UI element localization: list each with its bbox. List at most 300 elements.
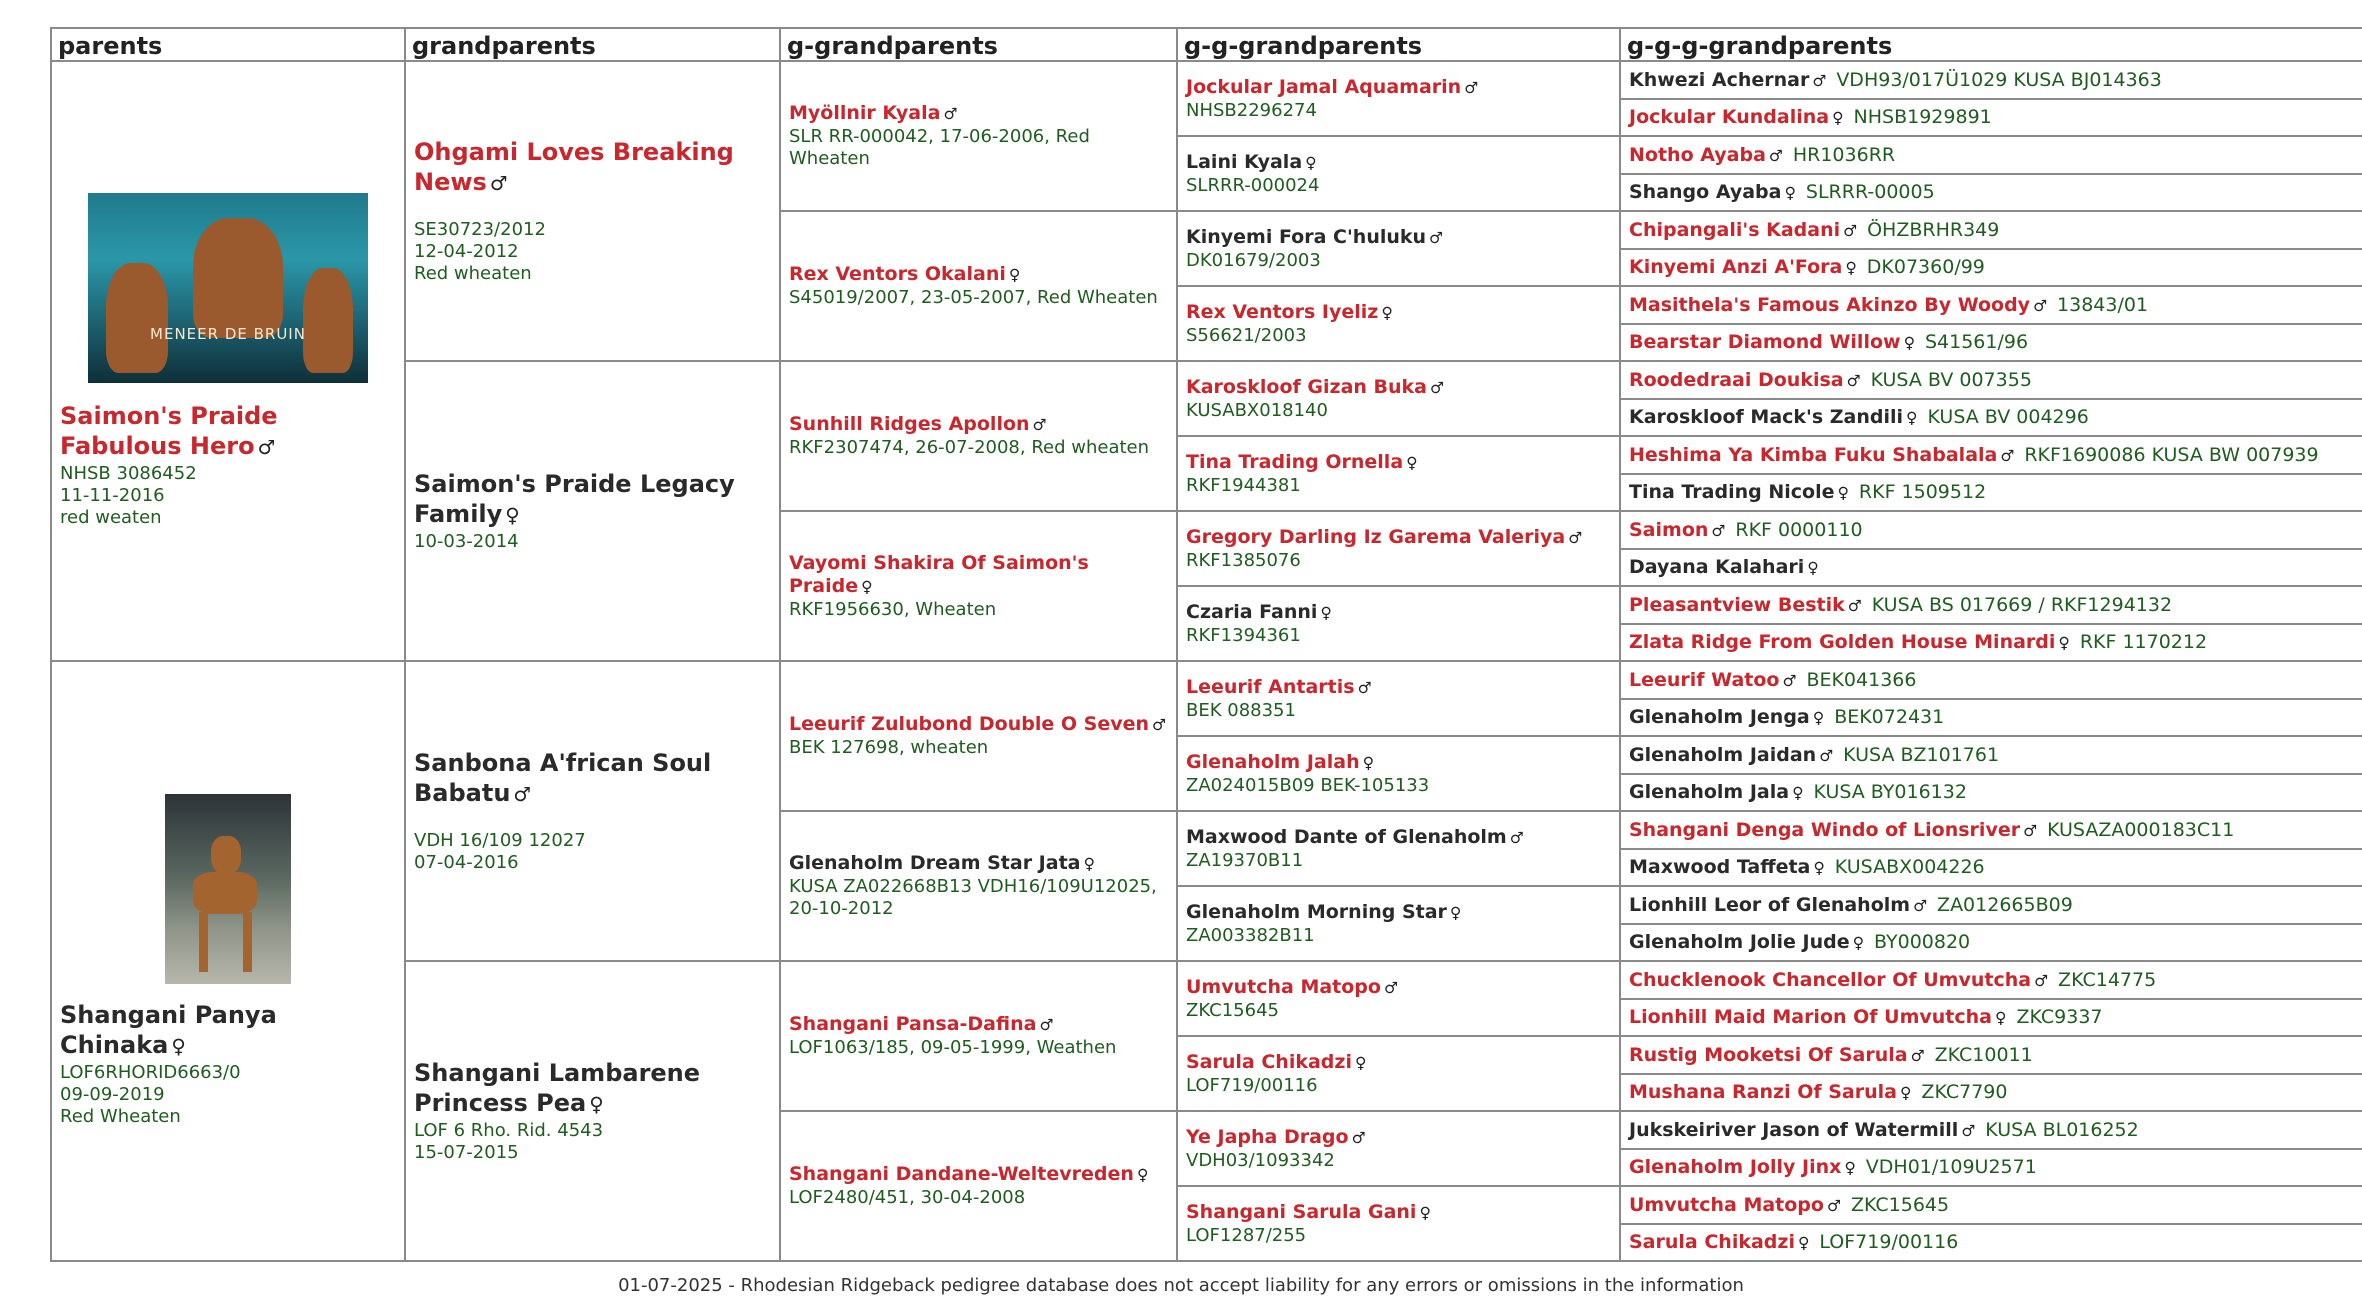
g-g-grandparent-name [1186, 601, 1611, 625]
g-g-grandparent-name [1186, 226, 1611, 250]
g-g-grandparent-cell [1177, 1186, 1620, 1261]
grandparent-info: VDH 16/109 12027 [414, 830, 586, 851]
g-grandparent-cell [780, 511, 1177, 661]
grandparent-name [414, 469, 771, 531]
g-g-grandparent-name[interactable] [1186, 751, 1611, 775]
g-g-grandparent-name[interactable] [1186, 1201, 1611, 1225]
g-g-grandparent-name-text[interactable]: Gregory Darling Iz Garema Valeriya [1186, 525, 1566, 548]
g-g-grandparent-cell [1177, 1111, 1620, 1186]
sex-icon: ♀ [1797, 1234, 1810, 1253]
header-row [51, 28, 2362, 61]
g-g-grandparent-name-text: Kinyemi Fora C'huluku [1186, 225, 1427, 248]
g-g-grandparent-name[interactable] [1186, 451, 1611, 475]
pedigree-row [51, 661, 2362, 699]
sex-icon: ♂ [1819, 746, 1834, 765]
g-g-g-grandparent-name [1629, 931, 1864, 953]
g-g-g-grandparent-cell [1620, 136, 2362, 174]
g-grandparent-name-text[interactable]: Shangani Pansa-Dafina [789, 1013, 1037, 1035]
g-g-g-grandparent-info: KUSA BS 017669 / RKF1294132 [1871, 593, 2173, 616]
g-grandparent-info: BEK 127698, wheaten [789, 737, 989, 758]
sex-icon: ♂ [257, 436, 276, 459]
g-g-g-grandparent-name-text[interactable]: Jockular Kundalina [1629, 106, 1830, 129]
g-g-grandparent-name-text[interactable]: Leeurif Antartis [1186, 675, 1355, 698]
g-g-grandparent-name[interactable] [1186, 976, 1611, 1000]
g-g-grandparent-cell [1177, 136, 1620, 211]
g-g-grandparent-name-text: Glenaholm Morning Star [1186, 900, 1447, 923]
g-g-g-grandparent-name-text[interactable]: Bearstar Diamond Willow [1629, 331, 1901, 354]
sex-icon: ♂ [1782, 671, 1797, 690]
sex-icon: ♂ [1843, 221, 1858, 240]
g-g-g-grandparent-name[interactable] [1629, 969, 2048, 991]
dam-color: Red Wheaten [60, 1106, 181, 1127]
g-g-g-grandparent-cell [1620, 436, 2362, 474]
sex-icon: ♀ [1419, 1203, 1431, 1222]
g-g-g-grandparent-info: S41561/96 [1924, 331, 2029, 354]
g-g-g-grandparent-name [1629, 856, 1825, 878]
g-g-g-grandparent-cell [1620, 99, 2362, 137]
g-g-g-grandparent-cell [1620, 736, 2362, 774]
g-grandparent-name-text[interactable]: Shangani Dandane-Weltevreden [789, 1163, 1134, 1185]
g-g-g-grandparent-cell [1620, 811, 2362, 849]
sire-photo-wrap [60, 193, 396, 401]
g-g-grandparent-info: RKF1385076 [1186, 549, 1301, 571]
dam-cell [51, 661, 405, 1261]
sex-icon: ♀ [1852, 934, 1864, 953]
g-g-g-grandparent-name[interactable] [1629, 144, 1783, 166]
g-g-g-grandparent-name [1629, 556, 1819, 578]
g-g-g-grandparent-name-text[interactable]: Rustig Mooketsi Of Sarula [1629, 1043, 1908, 1066]
sex-icon: ♂ [1961, 1121, 1976, 1140]
g-grandparent-info: KUSA ZA022668B13 VDH16/109U12025, 20-10-2012 [789, 876, 1157, 919]
g-grandparent-info: SLR RR-000042, 17-06-2006, Red Wheaten [789, 126, 1090, 169]
photo-caption: MENEER DE BRUIN [150, 325, 306, 343]
sex-icon: ♀ [1449, 903, 1462, 922]
g-g-g-grandparent-name [1629, 1119, 1975, 1141]
g-g-grandparent-name-text: Laini Kyala [1186, 150, 1303, 173]
sex-icon: ♀ [1008, 266, 1021, 284]
sex-icon: ♀ [1381, 303, 1393, 322]
g-g-grandparent-info: SLRRR-000024 [1186, 174, 1320, 196]
grandparent-info: 07-04-2016 [414, 852, 519, 873]
header-g-grandparents: g-grandparents [780, 28, 1177, 61]
g-g-grandparent-name-text: Czaria Fanni [1186, 600, 1318, 623]
g-g-g-grandparent-info: BY000820 [1874, 931, 1971, 954]
sex-icon: ♂ [1846, 371, 1861, 390]
g-g-g-grandparent-name-text: Glenaholm Jaidan [1629, 743, 1817, 766]
g-grandparent-cell [780, 61, 1177, 211]
sex-icon: ♀ [1083, 855, 1095, 873]
g-g-grandparent-name[interactable] [1186, 1126, 1611, 1150]
g-g-g-grandparent-info: NHSB1929891 [1853, 106, 1992, 129]
g-g-g-grandparent-info: ÖHZBRHR349 [1867, 218, 2000, 241]
g-g-g-grandparent-info: 13843/01 [2057, 293, 2149, 316]
g-g-g-grandparent-cell [1620, 886, 2362, 924]
g-g-grandparent-info: ZA003382B11 [1186, 924, 1315, 946]
g-g-g-grandparent-cell [1620, 961, 2362, 999]
sex-icon: ♂ [513, 783, 532, 806]
grandparent-name-text: Shangani Lambarene Princess Pea [414, 1059, 701, 1117]
g-grandparent-cell [780, 961, 1177, 1111]
sex-icon: ♀ [1362, 753, 1375, 772]
g-g-g-grandparent-name [1629, 481, 1849, 503]
g-g-g-grandparent-name-text: Glenaholm Jenga [1629, 706, 1810, 729]
sire-name-text[interactable]: Saimon's Praide Fabulous Hero [60, 402, 278, 460]
sex-icon: ♀ [1995, 1009, 2007, 1028]
g-grandparent-name[interactable] [789, 413, 1168, 437]
sex-icon: ♂ [1383, 978, 1398, 997]
header-g-g-grandparents: g-g-grandparents [1177, 28, 1620, 61]
dam-reg: LOF6RHORID6663/0 [60, 1062, 241, 1083]
header-parents: parents [51, 28, 405, 61]
dam-name [60, 1000, 396, 1062]
g-g-g-grandparent-name[interactable] [1629, 444, 2014, 466]
sex-icon: ♂ [1357, 678, 1372, 697]
g-g-g-grandparent-name-text[interactable]: Sarula Chikadzi [1629, 1231, 1795, 1254]
dog-figure [199, 912, 208, 972]
g-g-g-grandparent-name[interactable] [1629, 819, 2037, 841]
g-g-g-grandparent-cell [1620, 624, 2362, 662]
g-g-grandparent-info: ZKC15645 [1186, 999, 1279, 1021]
g-g-grandparent-name [1186, 826, 1611, 850]
g-g-g-grandparent-name[interactable] [1629, 1194, 1841, 1216]
g-g-g-grandparent-name-text: Glenaholm Jolie Jude [1629, 931, 1850, 954]
g-g-g-grandparent-cell [1620, 174, 2362, 212]
sex-icon: ♂ [1768, 146, 1783, 165]
g-g-g-grandparent-name-text: Tina Trading Nicole [1629, 481, 1835, 504]
dam-photo[interactable] [165, 794, 291, 984]
g-g-g-grandparent-name-text: Maxwood Taffeta [1629, 856, 1811, 879]
g-g-g-grandparent-name[interactable] [1629, 1006, 2006, 1028]
dam-name-text: Shangani Panya Chinaka [60, 1001, 277, 1059]
g-g-grandparent-name-text[interactable]: Sarula Chikadzi [1186, 1050, 1352, 1073]
g-grandparent-info: LOF1063/185, 09-05-1999, Weathen [789, 1037, 1117, 1058]
g-g-grandparent-name[interactable] [1186, 1051, 1611, 1075]
g-grandparent-name-text[interactable]: Leeurif Zulubond Double O Seven [789, 713, 1150, 735]
grandparent-name-text: Sanbona A'frican Soul Babatu [414, 749, 712, 807]
sex-icon: ♂ [489, 172, 508, 195]
grandparent-cell [405, 361, 780, 661]
g-g-g-grandparent-info: LOF719/00116 [1819, 1231, 1959, 1254]
grandparent-info: SE30723/2012 [414, 219, 546, 240]
g-g-g-grandparent-name-text[interactable]: Saimon [1629, 518, 1709, 541]
g-g-g-grandparent-cell [1620, 511, 2362, 549]
dam-dob: 09-09-2019 [60, 1084, 165, 1105]
spacer [414, 810, 771, 830]
g-g-g-grandparent-cell [1620, 61, 2362, 99]
g-g-g-grandparent-name-text[interactable]: Chucklenook Chancellor Of Umvutcha [1629, 968, 2032, 991]
g-g-grandparent-cell [1177, 286, 1620, 361]
g-g-grandparent-name-text[interactable]: Umvutcha Matopo [1186, 975, 1381, 998]
g-g-g-grandparent-cell [1620, 474, 2362, 512]
g-g-g-grandparent-name-text: Jukskeiriver Jason of Watermill [1629, 1118, 1959, 1141]
g-g-grandparent-name [1186, 901, 1611, 925]
g-g-g-grandparent-info: VDH01/109U2571 [1865, 1156, 2037, 1179]
g-g-g-grandparent-cell [1620, 999, 2362, 1037]
grandparent-info: 12-04-2012 [414, 241, 519, 262]
g-g-grandparent-cell [1177, 586, 1620, 661]
g-g-g-grandparent-cell [1620, 1224, 2362, 1262]
g-g-g-grandparent-cell [1620, 1111, 2362, 1149]
sire-photo[interactable] [88, 193, 368, 383]
g-g-g-grandparent-name-text: Lionhill Leor of Glenaholm [1629, 893, 1911, 916]
sex-icon: ♂ [1910, 1046, 1925, 1065]
g-g-g-grandparent-name-text[interactable]: Shangani Denga Windo of Lionsriver [1629, 818, 2021, 841]
g-g-g-grandparent-cell [1620, 849, 2362, 887]
g-g-g-grandparent-name[interactable] [1629, 256, 1857, 278]
g-g-g-grandparent-info: KUSABX004226 [1834, 856, 1985, 879]
dam-photo-wrap [60, 794, 396, 1000]
g-g-g-grandparent-info: RKF1690086 KUSA BW 007939 [2024, 443, 2319, 466]
g-g-g-grandparent-cell [1620, 286, 2362, 324]
g-grandparent-name[interactable] [789, 102, 1168, 126]
grandparent-name-text: Saimon's Praide Legacy Family [414, 470, 735, 528]
header-g-g-g-grandparents: g-g-g-grandparents [1620, 28, 2362, 61]
g-g-grandparent-info: LOF1287/255 [1186, 1224, 1307, 1246]
g-g-g-grandparent-name[interactable] [1629, 219, 1857, 241]
g-g-g-grandparent-name [1629, 181, 1796, 203]
g-g-grandparent-name[interactable] [1186, 76, 1611, 100]
g-grandparent-name-text[interactable]: Myöllnir Kyala [789, 102, 941, 124]
g-g-g-grandparent-name[interactable] [1629, 294, 2047, 316]
g-g-g-grandparent-info: KUSA BV 004296 [1927, 406, 2089, 429]
g-g-g-grandparent-info: ZKC14775 [2058, 968, 2157, 991]
sex-icon: ♀ [861, 577, 873, 596]
g-g-g-grandparent-cell [1620, 586, 2362, 624]
g-g-g-grandparent-name-text[interactable]: Lionhill Maid Marion Of Umvutcha [1629, 1006, 1993, 1029]
g-g-g-grandparent-name-text[interactable]: Heshima Ya Kimba Fuku Shabalala [1629, 443, 1998, 466]
g-g-g-grandparent-name-text: Dayana Kalahari [1629, 556, 1805, 579]
g-g-g-grandparent-name [1629, 406, 1917, 428]
dog-figure [211, 836, 241, 874]
g-g-g-grandparent-name[interactable] [1629, 1081, 1911, 1103]
g-g-grandparent-info: RKF1944381 [1186, 474, 1301, 496]
g-grandparent-name-text[interactable]: Sunhill Ridges Apollon [789, 413, 1030, 435]
header-grandparents: grandparents [405, 28, 780, 61]
sex-icon: ♀ [1845, 259, 1857, 278]
dog-figure [303, 268, 353, 373]
sex-icon: ♀ [1813, 859, 1825, 878]
sex-icon: ♀ [589, 1093, 604, 1116]
g-g-g-grandparent-cell [1620, 1186, 2362, 1224]
g-g-grandparent-name-text[interactable]: Jockular Jamal Aquamarin [1186, 75, 1462, 98]
g-g-grandparent-info: VDH03/1093342 [1186, 1149, 1335, 1171]
grandparent-info: 10-03-2014 [414, 531, 519, 552]
g-g-grandparent-info: DK01679/2003 [1186, 249, 1321, 271]
g-g-g-grandparent-info: SLRRR-00005 [1805, 181, 1935, 204]
g-g-g-grandparent-info: ZKC7790 [1921, 1081, 2008, 1104]
g-g-grandparent-cell [1177, 211, 1620, 286]
sex-icon: ♀ [1900, 1084, 1912, 1103]
g-g-g-grandparent-info: BEK072431 [1834, 706, 1945, 729]
g-g-grandparent-name-text[interactable]: Glenaholm Jalah [1186, 750, 1360, 773]
g-g-g-grandparent-name-text[interactable]: Chipangali's Kadani [1629, 218, 1841, 241]
g-g-g-grandparent-name[interactable] [1629, 1044, 1925, 1066]
g-g-grandparent-name[interactable] [1186, 526, 1611, 550]
g-g-g-grandparent-cell [1620, 361, 2362, 399]
g-g-g-grandparent-name-text[interactable]: Leeurif Watoo [1629, 668, 1780, 691]
g-g-grandparent-name[interactable] [1186, 676, 1611, 700]
g-g-grandparent-info: ZA024015B09 BEK-105133 [1186, 774, 1430, 796]
g-g-grandparent-cell [1177, 886, 1620, 961]
dog-figure [243, 912, 252, 972]
g-g-g-grandparent-info: ZKC9337 [2016, 1006, 2103, 1029]
sex-icon: ♀ [1837, 484, 1849, 503]
g-g-g-grandparent-name[interactable] [1629, 369, 1861, 391]
g-g-g-grandparent-name[interactable] [1629, 1156, 1856, 1178]
sex-icon: ♂ [1812, 71, 1827, 90]
g-grandparent-name-text[interactable]: Vayomi Shakira Of Saimon's Praide [789, 551, 1089, 597]
g-g-g-grandparent-name[interactable] [1629, 519, 1725, 541]
sex-icon: ♂ [1430, 378, 1444, 397]
g-g-grandparent-name-text[interactable]: Shangani Sarula Gani [1186, 1200, 1417, 1223]
sex-icon: ♂ [2023, 821, 2038, 840]
sex-icon: ♂ [1847, 596, 1862, 615]
g-grandparent-cell [780, 361, 1177, 511]
g-g-grandparent-cell [1177, 961, 1620, 1036]
g-g-grandparent-name[interactable] [1186, 301, 1611, 325]
g-g-g-grandparent-name-text[interactable]: Umvutcha Matopo [1629, 1193, 1824, 1216]
g-g-grandparent-cell [1177, 61, 1620, 136]
dog-figure [106, 263, 168, 373]
g-g-g-grandparent-cell [1620, 1149, 2362, 1187]
g-grandparent-cell [780, 811, 1177, 961]
g-g-grandparent-info: BEK 088351 [1186, 699, 1296, 721]
g-g-g-grandparent-cell [1620, 699, 2362, 737]
g-g-g-grandparent-info: KUSA BV 007355 [1870, 368, 2032, 391]
g-g-g-grandparent-name [1629, 69, 1826, 91]
sex-icon: ♀ [1903, 334, 1915, 353]
g-g-g-grandparent-name-text[interactable]: Pleasantview Bestik [1629, 593, 1845, 616]
sex-icon: ♂ [1032, 416, 1047, 434]
g-g-g-grandparent-name-text[interactable]: Masithela's Famous Akinzo By Woody [1629, 293, 2031, 316]
g-g-g-grandparent-cell [1620, 549, 2362, 587]
g-g-g-grandparent-name-text[interactable]: Glenaholm Jolly Jinx [1629, 1156, 1842, 1179]
g-g-grandparent-cell [1177, 436, 1620, 511]
g-g-g-grandparent-info: KUSAZA000183C11 [2047, 818, 2235, 841]
sex-icon: ♂ [1568, 528, 1583, 547]
g-g-g-grandparent-name[interactable] [1629, 669, 1796, 691]
sex-icon: ♀ [2058, 634, 2070, 653]
sire-name[interactable] [60, 401, 396, 463]
grandparent-cell [405, 61, 780, 361]
g-grandparent-name[interactable] [789, 263, 1168, 287]
g-g-grandparent-info: ZA19370B11 [1186, 849, 1304, 871]
g-g-g-grandparent-info: VDH93/017Ü1029 KUSA BJ014363 [1836, 68, 2162, 91]
sex-icon: ♂ [1429, 228, 1444, 247]
g-g-g-grandparent-name-text[interactable]: Roodedraai Doukisa [1629, 368, 1844, 391]
g-g-grandparent-info: RKF1394361 [1186, 624, 1301, 646]
g-g-g-grandparent-cell [1620, 324, 2362, 362]
g-grandparent-name-text[interactable]: Rex Ventors Okalani [789, 263, 1006, 285]
sex-icon: ♀ [1807, 559, 1819, 578]
g-g-grandparent-cell [1177, 811, 1620, 886]
g-g-g-grandparent-name-text[interactable]: Kinyemi Anzi A'Fora [1629, 256, 1843, 279]
sex-icon: ♀ [1784, 184, 1796, 203]
g-grandparent-info: RKF2307474, 26-07-2008, Red wheaten [789, 437, 1150, 458]
g-g-g-grandparent-name[interactable] [1629, 331, 1915, 353]
g-g-grandparent-cell [1177, 361, 1620, 436]
g-g-g-grandparent-name[interactable] [1629, 106, 1844, 128]
g-g-g-grandparent-name-text[interactable]: Mushana Ranzi Of Sarula [1629, 1081, 1897, 1104]
g-g-g-grandparent-name-text[interactable]: Notho Ayaba [1629, 143, 1766, 166]
g-g-g-grandparent-cell [1620, 211, 2362, 249]
pedigree-table [50, 27, 2362, 1262]
g-g-g-grandparent-name [1629, 744, 1833, 766]
g-g-g-grandparent-info: KUSA BL016252 [1985, 1118, 2139, 1141]
g-g-g-grandparent-info: RKF 0000110 [1735, 518, 1863, 541]
g-grandparent-name[interactable] [789, 1163, 1168, 1187]
sex-icon: ♀ [1832, 109, 1844, 128]
sex-icon: ♂ [943, 105, 958, 123]
g-g-grandparent-info: LOF719/00116 [1186, 1074, 1318, 1096]
g-g-g-grandparent-info: KUSA BZ101761 [1843, 743, 2000, 766]
g-g-g-grandparent-name[interactable] [1629, 594, 1862, 616]
g-g-g-grandparent-cell [1620, 774, 2362, 812]
pedigree-row [51, 61, 2362, 99]
g-g-grandparent-name[interactable] [1186, 376, 1611, 400]
sex-icon: ♀ [1406, 453, 1418, 472]
grandparent-cell [405, 661, 780, 961]
sex-icon: ♂ [1464, 78, 1479, 97]
g-g-g-grandparent-info: ZKC15645 [1850, 1193, 1950, 1216]
spacer [414, 199, 771, 219]
sex-icon: ♀ [505, 504, 520, 527]
sex-icon: ♂ [2033, 296, 2048, 315]
g-g-g-grandparent-info: BEK041366 [1806, 668, 1917, 691]
g-g-g-grandparent-name[interactable] [1629, 1231, 1809, 1253]
sex-icon: ♀ [1792, 784, 1804, 803]
g-g-grandparent-info: KUSABX018140 [1186, 399, 1328, 421]
g-grandparent-name[interactable] [789, 1013, 1168, 1037]
g-g-g-grandparent-name-text[interactable]: Zlata Ridge From Golden House Minardi [1629, 631, 2056, 654]
g-g-grandparent-info: S56621/2003 [1186, 324, 1307, 346]
g-grandparent-cell [780, 661, 1177, 811]
g-g-grandparent-name-text[interactable]: Karoskloof Gizan Buka [1186, 375, 1428, 398]
sex-icon: ♀ [1844, 1159, 1856, 1178]
g-g-g-grandparent-name[interactable] [1629, 631, 2070, 653]
g-grandparent-name[interactable] [789, 552, 1168, 599]
sex-icon: ♂ [1039, 1016, 1054, 1034]
grandparent-info: Red wheaten [414, 263, 532, 284]
g-g-g-grandparent-cell [1620, 661, 2362, 699]
sex-icon: ♂ [2000, 446, 2015, 465]
g-g-grandparent-name-text[interactable]: Ye Japha Drago [1186, 1125, 1349, 1148]
sex-icon: ♂ [1509, 828, 1524, 847]
sex-icon: ♀ [171, 1035, 186, 1058]
grandparent-name-text[interactable]: Ohgami Loves Breaking News [414, 138, 734, 196]
grandparent-cell [405, 961, 780, 1261]
grandparent-name[interactable] [414, 137, 771, 199]
sex-icon: ♂ [2034, 971, 2049, 990]
g-g-g-grandparent-name [1629, 894, 1927, 916]
sex-icon: ♀ [1906, 409, 1918, 428]
g-grandparent-cell [780, 1111, 1177, 1261]
g-grandparent-name-text: Glenaholm Dream Star Jata [789, 852, 1081, 874]
sex-icon: ♂ [1826, 1196, 1841, 1215]
g-g-g-grandparent-cell [1620, 1074, 2362, 1112]
g-g-grandparent-cell [1177, 661, 1620, 736]
g-g-grandparent-name-text[interactable]: Tina Trading Ornella [1186, 450, 1404, 473]
g-g-g-grandparent-info: ZKC10011 [1934, 1043, 2033, 1066]
g-g-grandparent-name-text: Maxwood Dante of Glenaholm [1186, 825, 1507, 848]
grandparent-info: LOF 6 Rho. Rid. 4543 [414, 1120, 604, 1141]
g-g-grandparent-cell [1177, 511, 1620, 586]
g-grandparent-cell [780, 211, 1177, 361]
dog-figure [193, 218, 283, 338]
g-g-grandparent-name-text[interactable]: Rex Ventors Iyeliz [1186, 300, 1379, 323]
g-g-grandparent-cell [1177, 1036, 1620, 1111]
g-grandparent-name[interactable] [789, 713, 1168, 737]
